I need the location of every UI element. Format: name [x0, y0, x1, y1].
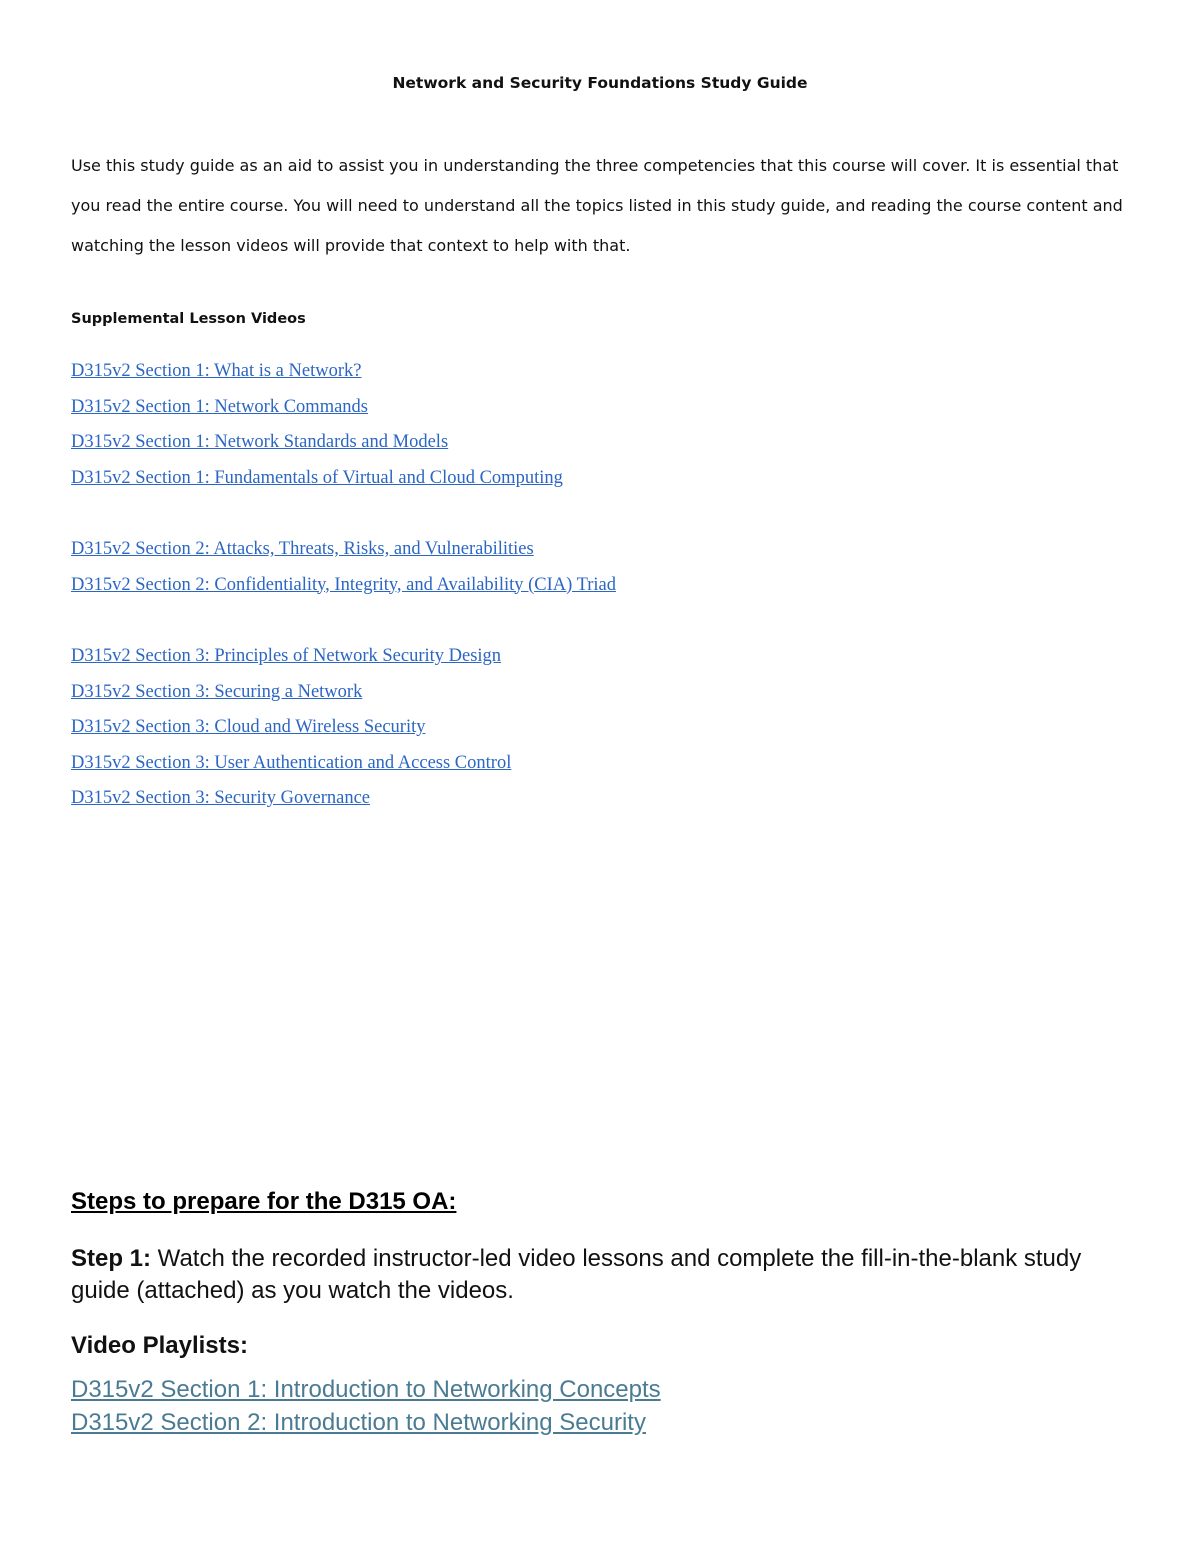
video-playlists-heading: Video Playlists: [71, 1332, 248, 1359]
list-item [71, 681, 511, 717]
video-link-security-design[interactable]: D315v2 Section 3: Principles of Network Security Design [71, 646, 502, 666]
list-item [71, 538, 616, 574]
section-2-video-links [71, 538, 616, 609]
playlist-link-networking-security[interactable]: D315v2 Section 2: Introduction to Networking Security [71, 1409, 646, 1436]
video-playlist-links [71, 1373, 661, 1439]
video-link-virtual-cloud[interactable]: D315v2 Section 1: Fundamentals of Virtual and Cloud Computing [71, 467, 563, 488]
document-title: Network and Security Foundations Study Guide [392, 74, 808, 92]
list-item [71, 645, 511, 681]
step-1-text: Watch the recorded instructor-led video lessons and complete the fill-in-the-blank study guide (attached) as you watch the videos. [71, 1245, 1082, 1304]
list-item [71, 431, 563, 467]
video-link-network-standards[interactable]: D315v2 Section 1: Network Standards and Models [71, 432, 449, 452]
list-item [71, 574, 616, 610]
video-link-securing-network[interactable]: D315v2 Section 3: Securing a Network [71, 681, 363, 702]
section-3-video-links [71, 645, 511, 823]
list-item [71, 1406, 661, 1439]
list-item [71, 1373, 661, 1406]
supplemental-videos-heading: Supplemental Lesson Videos [71, 311, 306, 327]
steps-heading: Steps to prepare for the D315 OA: [71, 1188, 457, 1215]
playlist-link-networking-concepts[interactable]: D315v2 Section 1: Introduction to Networking Concepts [71, 1376, 661, 1403]
list-item [71, 752, 511, 788]
video-link-governance[interactable]: D315v2 Section 3: Security Governance [71, 788, 371, 808]
list-item [71, 467, 563, 503]
list-item [71, 716, 511, 752]
list-item [71, 396, 563, 432]
list-item [71, 787, 511, 823]
video-link-authentication[interactable]: D315v2 Section 3: User Authentication and Access Control [71, 752, 512, 773]
intro-paragraph: Use this study guide as an aid to assist you in understanding the three competencies that this course will cover. It is essential that you read the entire course. You will need to understand all the topics listed in this study guide, and reading the course content and watching the lesson videos will provide that context to help with that. [71, 156, 1123, 255]
section-1-video-links [71, 360, 563, 502]
video-link-what-is-a-network[interactable]: D315v2 Section 1: What is a Network? [71, 361, 362, 381]
list-item [71, 360, 563, 396]
video-link-cia-triad[interactable]: D315v2 Section 2: Confidentiality, Integrity, and Availability (CIA) Triad [71, 574, 617, 595]
step-1-label: Step 1: [71, 1245, 152, 1272]
step-1-paragraph [71, 1243, 1131, 1307]
video-link-network-commands[interactable]: D315v2 Section 1: Network Commands [71, 396, 369, 417]
video-link-cloud-wireless[interactable]: D315v2 Section 3: Cloud and Wireless Security [71, 717, 426, 737]
video-link-attacks-threats[interactable]: D315v2 Section 2: Attacks, Threats, Risks, and Vulnerabilities [71, 539, 534, 559]
